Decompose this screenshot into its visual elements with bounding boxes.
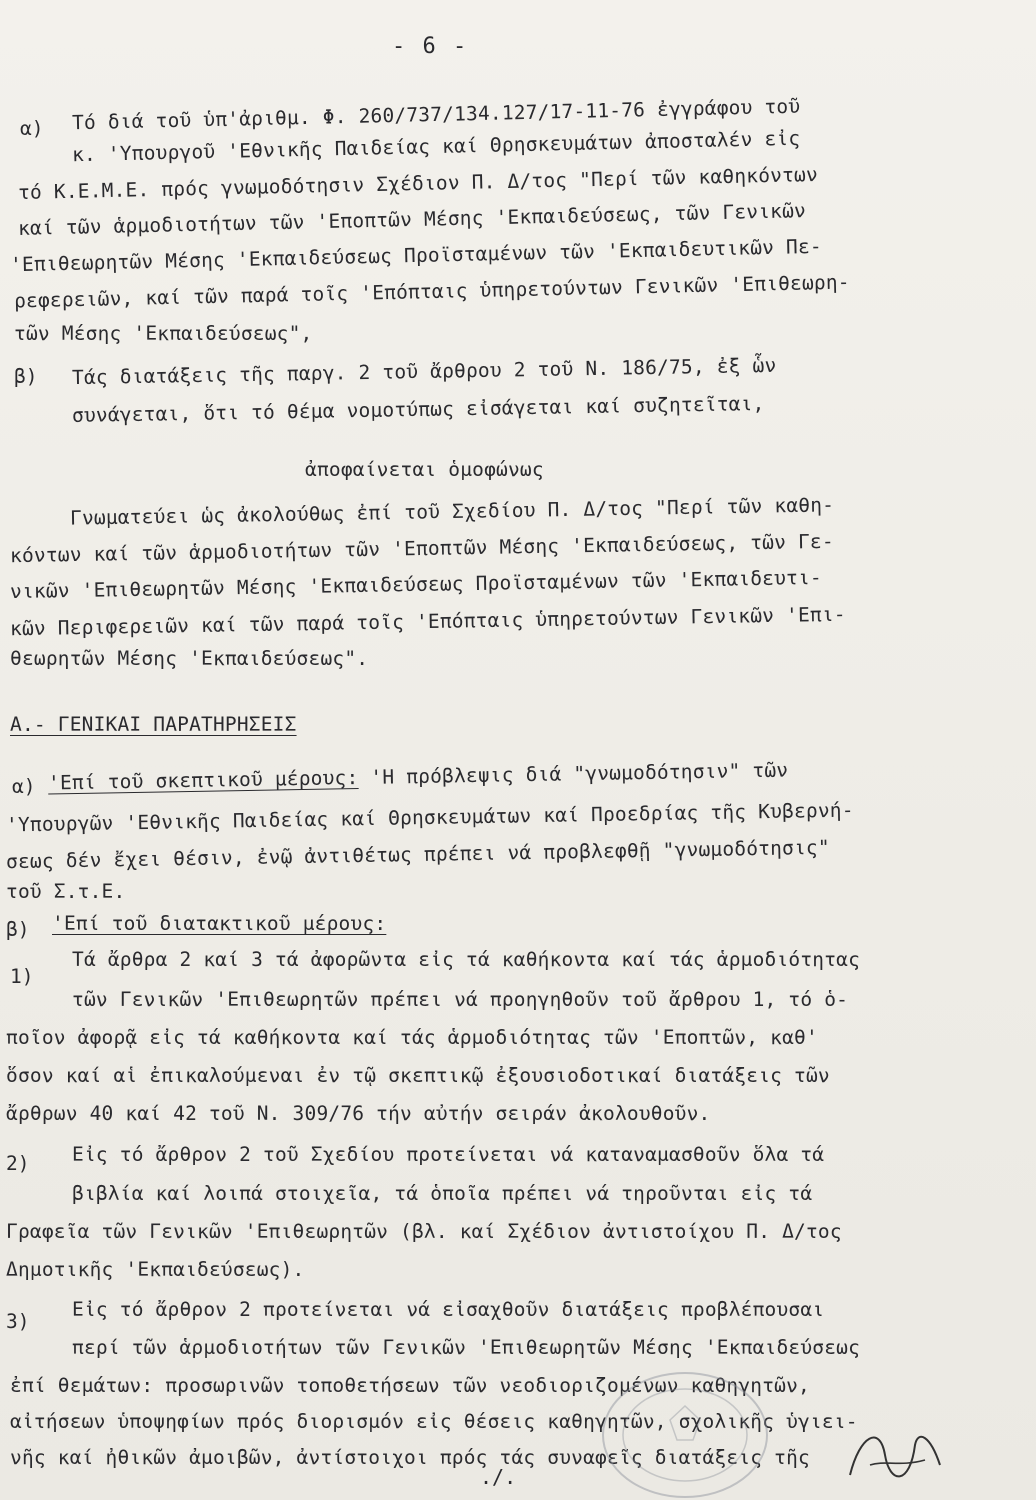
- official-stamp: [575, 1340, 795, 1500]
- handwritten-signature: [840, 1415, 950, 1495]
- text-line-14: κῶν Περιφερειῶν καί τῶν παρά τοῖς 'Επόπταις ὑπηρετούντων Γενικῶν 'Επι-: [9, 602, 846, 641]
- text-line-11: Γνωματεύει ὡς ἀκολούθως ἐπί τοῦ Σχεδίου Π. Δ/τος "Περί τῶν καθη-: [69, 493, 835, 530]
- section-heading-general: Α.- ΓΕΝΙΚΑΙ ΠΑΡΑΤΗΡΗΣΕΙΣ: [10, 713, 297, 736]
- text-line-29: Γραφεῖα τῶν Γενικῶν 'Επιθεωρητῶν (βλ. καί Σχέδιον ἀντιστοίχου Π. Δ/τος: [6, 1220, 842, 1243]
- page-number: - 6 -: [392, 34, 469, 59]
- text-line-35: νῆς καί ἠθικῶν ἀμοιβῶν, ἀντίστοιχοι πρός τάς συναφεῖς διατάξεις τῆς: [10, 1446, 810, 1469]
- text-line-3: τό Κ.Ε.Μ.Ε. πρός γνωμοδότησιν Σχέδιον Π. Δ/τος "Περί τῶν καθηκόντων: [17, 162, 819, 205]
- text-line-20: τοῦ Σ.τ.Ε.: [6, 880, 126, 903]
- text-line-25: ὅσον καί αἱ ἐπικαλούμεναι ἐν τῷ σκεπτικῷ ἐξουσιοδοτικαί διατάξεις τῶν: [6, 1064, 830, 1087]
- text-line-5: 'Επιθεωρητῶν Μέσης 'Εκπαιδεύσεως Προϊσταμένων τῶν 'Εκπαιδευτικῶν Πε-: [9, 234, 823, 277]
- text-line-4: καί τῶν ἁρμοδιοτήτων τῶν 'Εποπτῶν Μέσης 'Εκπαιδεύσεως, τῶν Γενικῶν: [17, 199, 807, 240]
- continuation-mark: ./.: [480, 1465, 517, 1489]
- subheading-operative-part: 'Επί τοῦ διατακτικοῦ μέρους:: [52, 912, 387, 935]
- item-label-b2: β): [6, 918, 30, 941]
- text-line-34: αἰτήσεων ὑποψηφίων πρός διορισμόν εἰς θέσεις καθηγητῶν, σχολικῆς ὑγιει-: [10, 1410, 858, 1433]
- text-line-26: ἄρθρων 40 καί 42 τοῦ Ν. 309/76 τήν αὐτήν σειράν ἀκολουθοῦν.: [6, 1102, 711, 1125]
- item-label-1: 1): [10, 965, 34, 988]
- text-line-31: Εἰς τό ἄρθρον 2 προτείνεται νά εἰσαχθοῦν διατάξεις προβλέπουσαι: [72, 1298, 825, 1321]
- text-line-7: τῶν Μέσης 'Εκπαιδεύσεως",: [14, 322, 313, 345]
- text-line-27: Εἰς τό ἄρθρον 2 τοῦ Σχεδίου προτείνεται νά καταναμασθοῦν ὅλα τά: [72, 1143, 825, 1166]
- item-label-a: α): [20, 117, 44, 140]
- text-line-12: κόντων καί τῶν ἁρμοδιοτήτων τῶν 'Εποπτῶν Μέσης 'Εκπαιδεύσεως, τῶν Γε-: [9, 529, 834, 568]
- text-line-2: κ. 'Υπουργοῦ 'Εθνικῆς Παιδείας καί Θρησκευμάτων ἀποσταλέν εἰς: [71, 126, 801, 167]
- item-label-b: β): [14, 365, 38, 388]
- text-line-13: νικῶν 'Επιθεωρητῶν Μέσης 'Εκπαιδεύσεως Προϊσταμένων τῶν 'Εκπαιδευτι-: [9, 565, 823, 604]
- item-label-3: 3): [6, 1310, 30, 1333]
- subheading-reasoning-part: 'Επί τοῦ σκεπτικοῦ μέρους:: [47, 766, 359, 795]
- text-line-15: θεωρητῶν Μέσης 'Εκπαιδεύσεως".: [10, 647, 369, 670]
- text-line-17: [48, 759, 789, 796]
- text-line-30: Δημοτικῆς 'Εκπαιδεύσεως).: [6, 1258, 305, 1281]
- text-line-1: Τό διά τοῦ ὑπ'ἀριθμ. Φ. 260/737/134.127/17-11-76 ἐγγράφου τοῦ: [71, 94, 801, 135]
- decision-heading: ἀποφαίνεται ὁμοφώνως: [305, 458, 544, 481]
- item-label-a2: α): [12, 775, 36, 798]
- text-line-23: τῶν Γενικῶν 'Επιθεωρητῶν πρέπει νά προηγηθοῦν τοῦ ἄρθρου 1, τό ὁ-: [72, 988, 849, 1011]
- text-line-6: ρεφερειῶν, καί τῶν παρά τοῖς 'Επόπταις ὑπηρετούντων Γενικῶν 'Επιθεωρη-: [13, 270, 850, 313]
- item-label-2: 2): [6, 1152, 30, 1175]
- text-line-18: 'Υπουργῶν 'Εθνικῆς Παιδείας καί Θρησκευμάτων καί Προεδρίας τῆς Κυβερνή-: [5, 798, 854, 837]
- text-line-19: σεως δέν ἔχει θέσιν, ἐνῷ ἀντιθέτως πρέπει νά προβλεφθῇ "γνωμοδότησις": [5, 835, 830, 874]
- text-line-17-rest: 'Η πρόβλεψις διά "γνωμοδότησιν" τῶν: [358, 758, 789, 790]
- text-line-24: ποῖον ἀφορᾷ εἰς τά καθήκοντα καί τάς ἁρμοδιότητας τῶν 'Εποπτῶν, καθ': [6, 1026, 818, 1049]
- text-line-32: περί τῶν ἁρμοδιοτήτων τῶν Γενικῶν 'Επιθεωρητῶν Μέσης 'Εκπαιδεύσεως: [72, 1336, 861, 1359]
- text-line-8: Τάς διατάξεις τῆς παργ. 2 τοῦ ἄρθρου 2 τοῦ Ν. 186/75, ἐξ ὧν: [71, 353, 777, 390]
- text-line-33: ἐπί θεμάτων: προσωρινῶν τοποθετήσεων τῶν νεοδιοριζομένων καθηγητῶν,: [10, 1374, 810, 1397]
- text-line-28: βιβλία καί λοιπά στοιχεῖα, τά ὁποῖα πρέπει νά τηροῦνται εἰς τά: [72, 1182, 813, 1205]
- text-line-22: Τά ἄρθρα 2 καί 3 τά ἀφορῶντα εἰς τά καθήκοντα καί τάς ἁρμοδιότητας: [72, 948, 861, 971]
- text-line-9: συνάγεται, ὅτι τό θέμα νομοτύπως εἰσάγεται καί συζητεῖται,: [71, 391, 765, 428]
